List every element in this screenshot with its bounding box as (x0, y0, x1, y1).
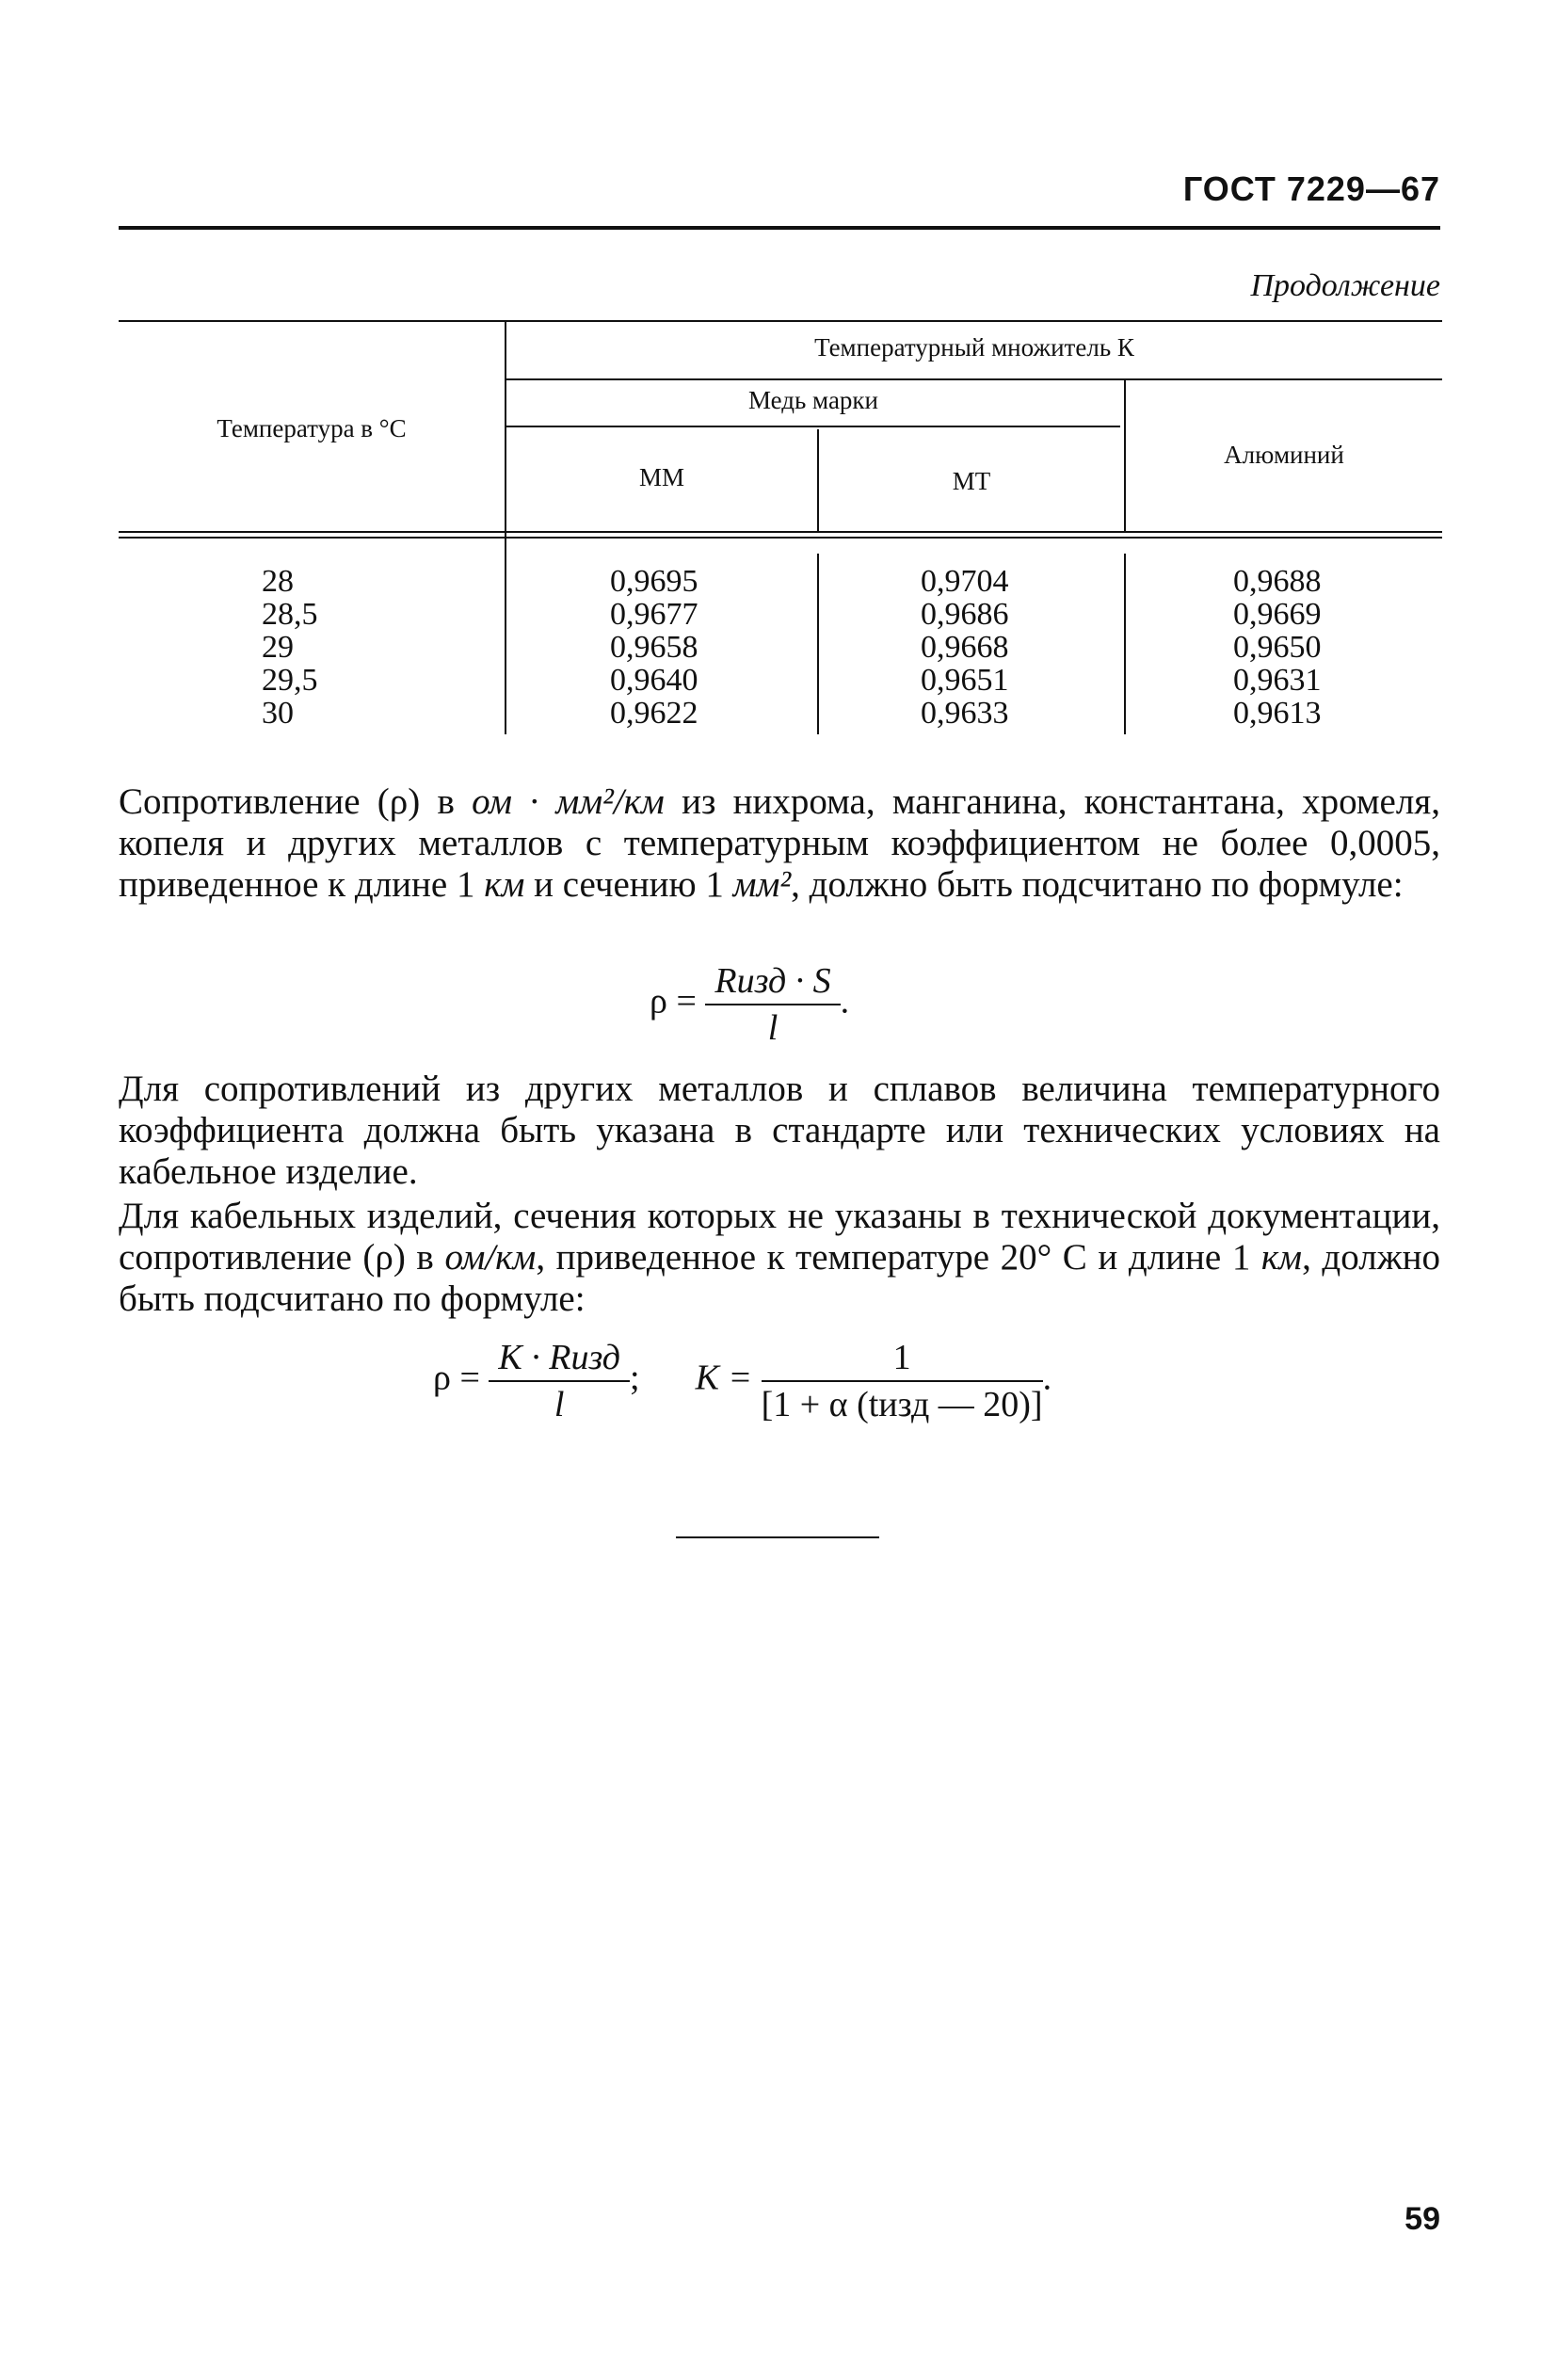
formula-end: . (840, 981, 850, 1021)
continuation-label: Продолжение (1250, 268, 1440, 303)
fraction (762, 1337, 1043, 1425)
unit: км (484, 864, 525, 905)
denominator: l (554, 1385, 565, 1424)
text: из нихрома, манганина, константана, хромеля, копеля и других металлов с температурным коэффициентом не более 0,0005, приведенное к длине 1 (119, 781, 1440, 905)
table-top-rule (119, 320, 1442, 322)
header-copper: Медь марки (747, 386, 879, 414)
column-divider (817, 554, 819, 734)
fraction (489, 1337, 630, 1425)
header-mt: МТ (952, 467, 991, 495)
aluminum-column: 0,9688 0,9669 0,9650 0,9631 0,9613 (1233, 564, 1322, 731)
header-bottom-rule (119, 531, 1442, 533)
text: , должно быть подсчитано по формуле: (119, 1237, 1441, 1319)
header-rule-group (505, 378, 1442, 380)
text: , приведенное к температуре 20° С и длине 1 (536, 1237, 1261, 1278)
text: , должно быть подсчитано по формуле: (791, 864, 1404, 905)
header-aluminum: Алюминий (1224, 441, 1344, 469)
header-bottom-rule-double (119, 537, 1442, 539)
unit: ом/км (444, 1237, 537, 1278)
formula-lhs: ρ = (650, 981, 697, 1021)
formula-lhs: ρ = (433, 1358, 480, 1398)
text: Для кабельных изделий, сечения которых не указаны в технической документации, сопротивление (ρ) в (119, 1196, 1440, 1278)
denominator: [1 + α (tизд — 20)] (761, 1385, 1043, 1424)
end-rule (676, 1536, 879, 1538)
numerator: 1 (762, 1337, 1043, 1382)
paragraph-other-metals: Для сопротивлений из других металлов и сплавов величина температурного коэффициента должна быть указана в стандарте или технических условиях на кабельное изделие. (119, 1069, 1440, 1192)
unit: мм² (732, 864, 792, 905)
numerator: Rизд · S (705, 960, 840, 1005)
k-lhs: K = (695, 1358, 753, 1398)
separator: ; (630, 1358, 640, 1398)
mt-column: 0,9704 0,9686 0,9668 0,9651 0,9633 (921, 564, 1009, 731)
temperature-factor-table (119, 320, 1442, 734)
formula-k (433, 1337, 1051, 1425)
denominator: l (767, 1008, 778, 1048)
paragraph-cable-products (119, 1196, 1440, 1320)
formula-resistivity (650, 960, 849, 1049)
page-number: 59 (1405, 2201, 1440, 2237)
column-divider (1124, 554, 1126, 734)
header-temperature: Температура в °С (217, 414, 407, 442)
header-mm: ММ (638, 463, 684, 491)
header-rule-copper (505, 426, 1120, 427)
standard-header: ГОСТ 7229—67 (1182, 169, 1440, 208)
temperature-column: 28 28,5 29 29,5 30 (262, 564, 318, 731)
unit: км (1260, 1237, 1303, 1278)
numerator: K · Rизд (489, 1337, 630, 1382)
text: Сопротивление (ρ) в (119, 781, 473, 822)
column-divider (505, 320, 506, 734)
header-rule (119, 226, 1440, 230)
text: и сечению 1 (524, 864, 733, 905)
header-temperature-factor: Температурный множитель К (814, 333, 1134, 362)
fraction (705, 960, 840, 1049)
paragraph-resistance-alloys (119, 781, 1440, 906)
formula-end: . (1042, 1358, 1052, 1398)
mm-column: 0,9695 0,9677 0,9658 0,9640 0,9622 (610, 564, 698, 731)
unit: ом · мм²/км (472, 781, 665, 822)
